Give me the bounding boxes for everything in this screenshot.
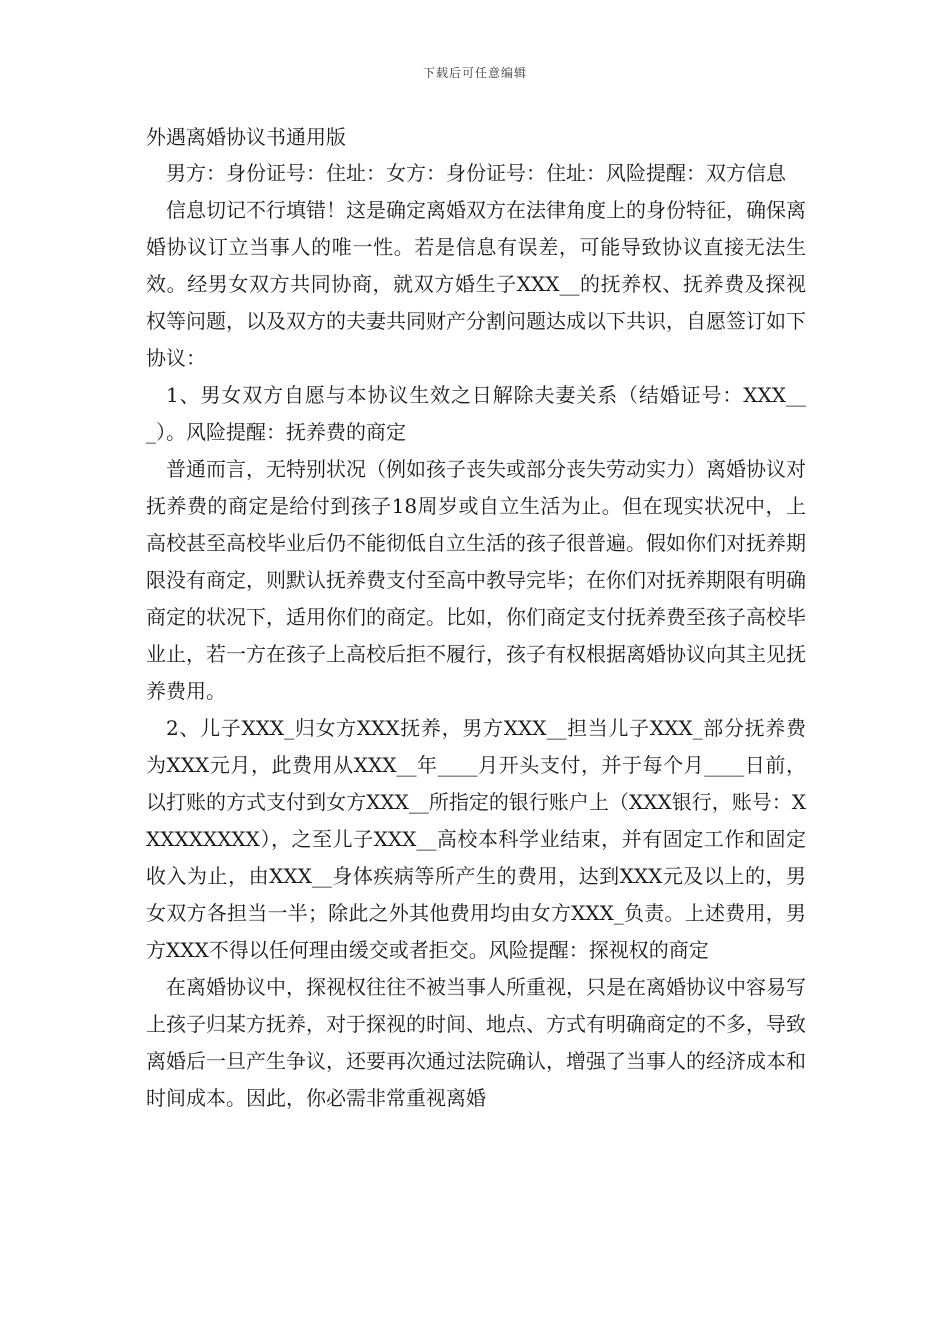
paragraph-clause-2: 2、儿子XXX_归女方XXX抚养，男方XXX__担当儿子XXX_部分抚养费为XXX元月，此费用从XXX__年____月开头支付，并于每个月____日前，以打账的方式支付到女方XXX__所指定的银行账户上（XXX银行，账号：XXXXXXXXX），之至儿子XXX__高校本科学业结束，并有固定工作和固定收入为止，由XXX__身体疾病等所产生的费用，达到XXX元及以上的，男女双方各担当一半；除此之外其他费用均由女方XXX_负责。上述费用，男方XXX不得以任何理由缓交或者拒交。风险提醒：探视权的商定: [146, 716, 806, 962]
document-title: 外遇离婚协议书通用版: [146, 125, 346, 149]
paragraph-clause-1: 1、男女双方自愿与本协议生效之日解除夫妻关系（结婚证号：XXX___）。风险提醒：抚养费的商定: [146, 383, 806, 444]
document-body: [146, 119, 806, 1117]
paragraph-visitation-note: 在离婚协议中，探视权往往不被当事人所重视，只是在离婚协议中容易写上孩子归某方抚养，对于探视的时间、地点、方式有明确商定的不多，导致离婚后一旦产生争议，还要再次通过法院确认，增强了当事人的经济成本和时间成本。因此，你必需非常重视离婚: [146, 975, 806, 1110]
paragraph-support-note: 普通而言，无特别状况（例如孩子丧失或部分丧失劳动实力）离婚协议对抚养费的商定是给付到孩子18周岁或自立生活为止。但在现实状况中，上高校甚至高校毕业后仍不能彻低自立生活的孩子很普遍。假如你们对抚养期限没有商定，则默认抚养费支付至高中教导完毕；在你们对抚养期限有明确商定的状况下，适用你们的商定。比如，你们商定支付抚养费至孩子高校毕业止，若一方在孩子上高校后拒不履行，孩子有权根据离婚协议向其主见抚养费用。: [146, 457, 806, 703]
header-note: 下载后可任意编辑: [422, 66, 527, 80]
paragraph-parties: 男方：身份证号：住址：女方：身份证号：住址：风险提醒：双方信息: [166, 161, 786, 185]
paragraph-info-warning: 信息切记不行填错！这是确定离婚双方在法律角度上的身份特征，确保离婚协议订立当事人的唯一性。若是信息有误差，可能导致协议直接无法生效。经男女双方共同协商，就双方婚生子XXX__的抚养权、抚养费及探视权等问题，以及双方的夫妻共同财产分割问题达成以下共识，自愿签订如下协议：: [146, 198, 806, 370]
